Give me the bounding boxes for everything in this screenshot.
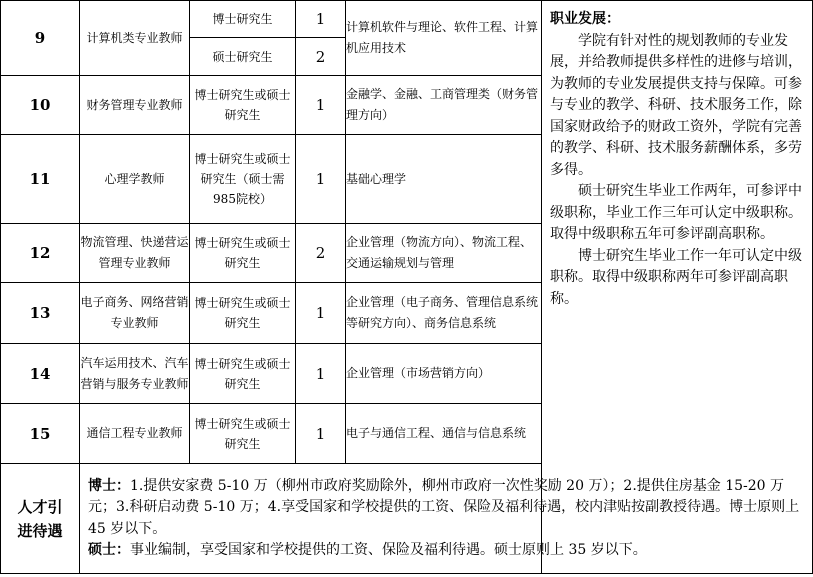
row-number: 11 — [1, 135, 80, 224]
position-cell: 物流管理、快递营运管理专业教师 — [80, 224, 190, 283]
row-number: 15 — [1, 404, 80, 464]
talent-benefits-label — [1, 464, 80, 574]
doctor-label: 博士： — [88, 477, 130, 494]
row-number: 14 — [1, 344, 80, 404]
count-cell: 2 — [296, 38, 346, 76]
degree-cell: 博士研究生或硕士研究生 — [190, 224, 296, 283]
row-number: 13 — [1, 283, 80, 344]
degree-cell: 博士研究生或硕士研究生（硕士需985院校） — [190, 135, 296, 224]
position-cell: 财务管理专业教师 — [80, 76, 190, 135]
major-cell: 企业管理（市场营销方向） — [346, 344, 542, 404]
major-cell: 企业管理（物流方向）、物流工程、交通运输规划与管理 — [346, 224, 542, 283]
doctor-benefits-text: 1.提供安家费 5-10 万（柳州市政府奖励除外，柳州市政府一次性奖励 20 万）；2.提供住房基金 15-20 万元；3.科研启动费 5-10 万；4.享受国家和学校提供的工资、保险及福利待遇，校内津贴按副教授待遇。博士原则上 45 岁以下。 — [88, 477, 800, 537]
count-cell: 1 — [296, 76, 346, 135]
count-cell: 1 — [296, 344, 346, 404]
position-cell: 心理学教师 — [80, 135, 190, 224]
career-paragraph: 博士研究生毕业工作一年可认定中级职称。取得中级职称两年可参评副高职称。 — [550, 247, 802, 307]
career-paragraph: 硕士研究生毕业工作两年，可参评中级职称，毕业工作三年可认定中级职称。取得中级职称五年可参评副高职称。 — [550, 183, 802, 242]
row-number: 12 — [1, 224, 80, 283]
degree-cell: 博士研究生或硕士研究生 — [190, 344, 296, 404]
major-cell: 金融学、金融、工商管理类（财务管理方向） — [346, 76, 542, 135]
count-cell: 2 — [296, 224, 346, 283]
row-number: 10 — [1, 76, 80, 135]
count-cell: 1 — [296, 404, 346, 464]
talent-benefits-label-text: 人才引进待遇 — [17, 497, 63, 540]
career-title: 职业发展： — [550, 11, 620, 27]
major-cell: 企业管理（电子商务、管理信息系统等研究方向）、商务信息系统 — [346, 283, 542, 344]
master-label: 硕士： — [88, 542, 130, 558]
row-number: 9 — [1, 1, 80, 76]
degree-cell: 博士研究生或硕士研究生 — [190, 76, 296, 135]
major-cell: 计算机软件与理论、软件工程、计算机应用技术 — [346, 1, 542, 76]
count-cell: 1 — [296, 283, 346, 344]
degree-cell: 硕士研究生 — [190, 38, 296, 76]
degree-cell: 博士研究生或硕士研究生 — [190, 404, 296, 464]
position-cell: 计算机类专业教师 — [80, 1, 190, 76]
position-cell: 通信工程专业教师 — [80, 404, 190, 464]
position-cell: 汽车运用技术、汽车营销与服务专业教师 — [80, 344, 190, 404]
major-cell: 基础心理学 — [346, 135, 542, 224]
career-paragraph: 学院有针对性的规划教师的专业发展，并给教师提供多样性的进修与培训，为教师的专业发展提供支持与保障。可参与专业的教学、科研、技术服务工作，除国家财政给予的财政工资外，学院有完善的教学、科研、技术服务薪酬体系，多劳多得。 — [550, 32, 802, 178]
degree-cell: 博士研究生 — [190, 1, 296, 38]
talent-benefits-cell — [80, 464, 813, 574]
master-benefits-text: 事业编制，享受国家和学校提供的工资、保险及福利待遇。硕士原则上 35 岁以下。 — [130, 542, 647, 558]
degree-cell: 博士研究生或硕士研究生 — [190, 283, 296, 344]
major-cell: 电子与通信工程、通信与信息系统 — [346, 404, 542, 464]
count-cell: 1 — [296, 1, 346, 38]
count-cell: 1 — [296, 135, 346, 224]
position-cell: 电子商务、网络营销专业教师 — [80, 283, 190, 344]
